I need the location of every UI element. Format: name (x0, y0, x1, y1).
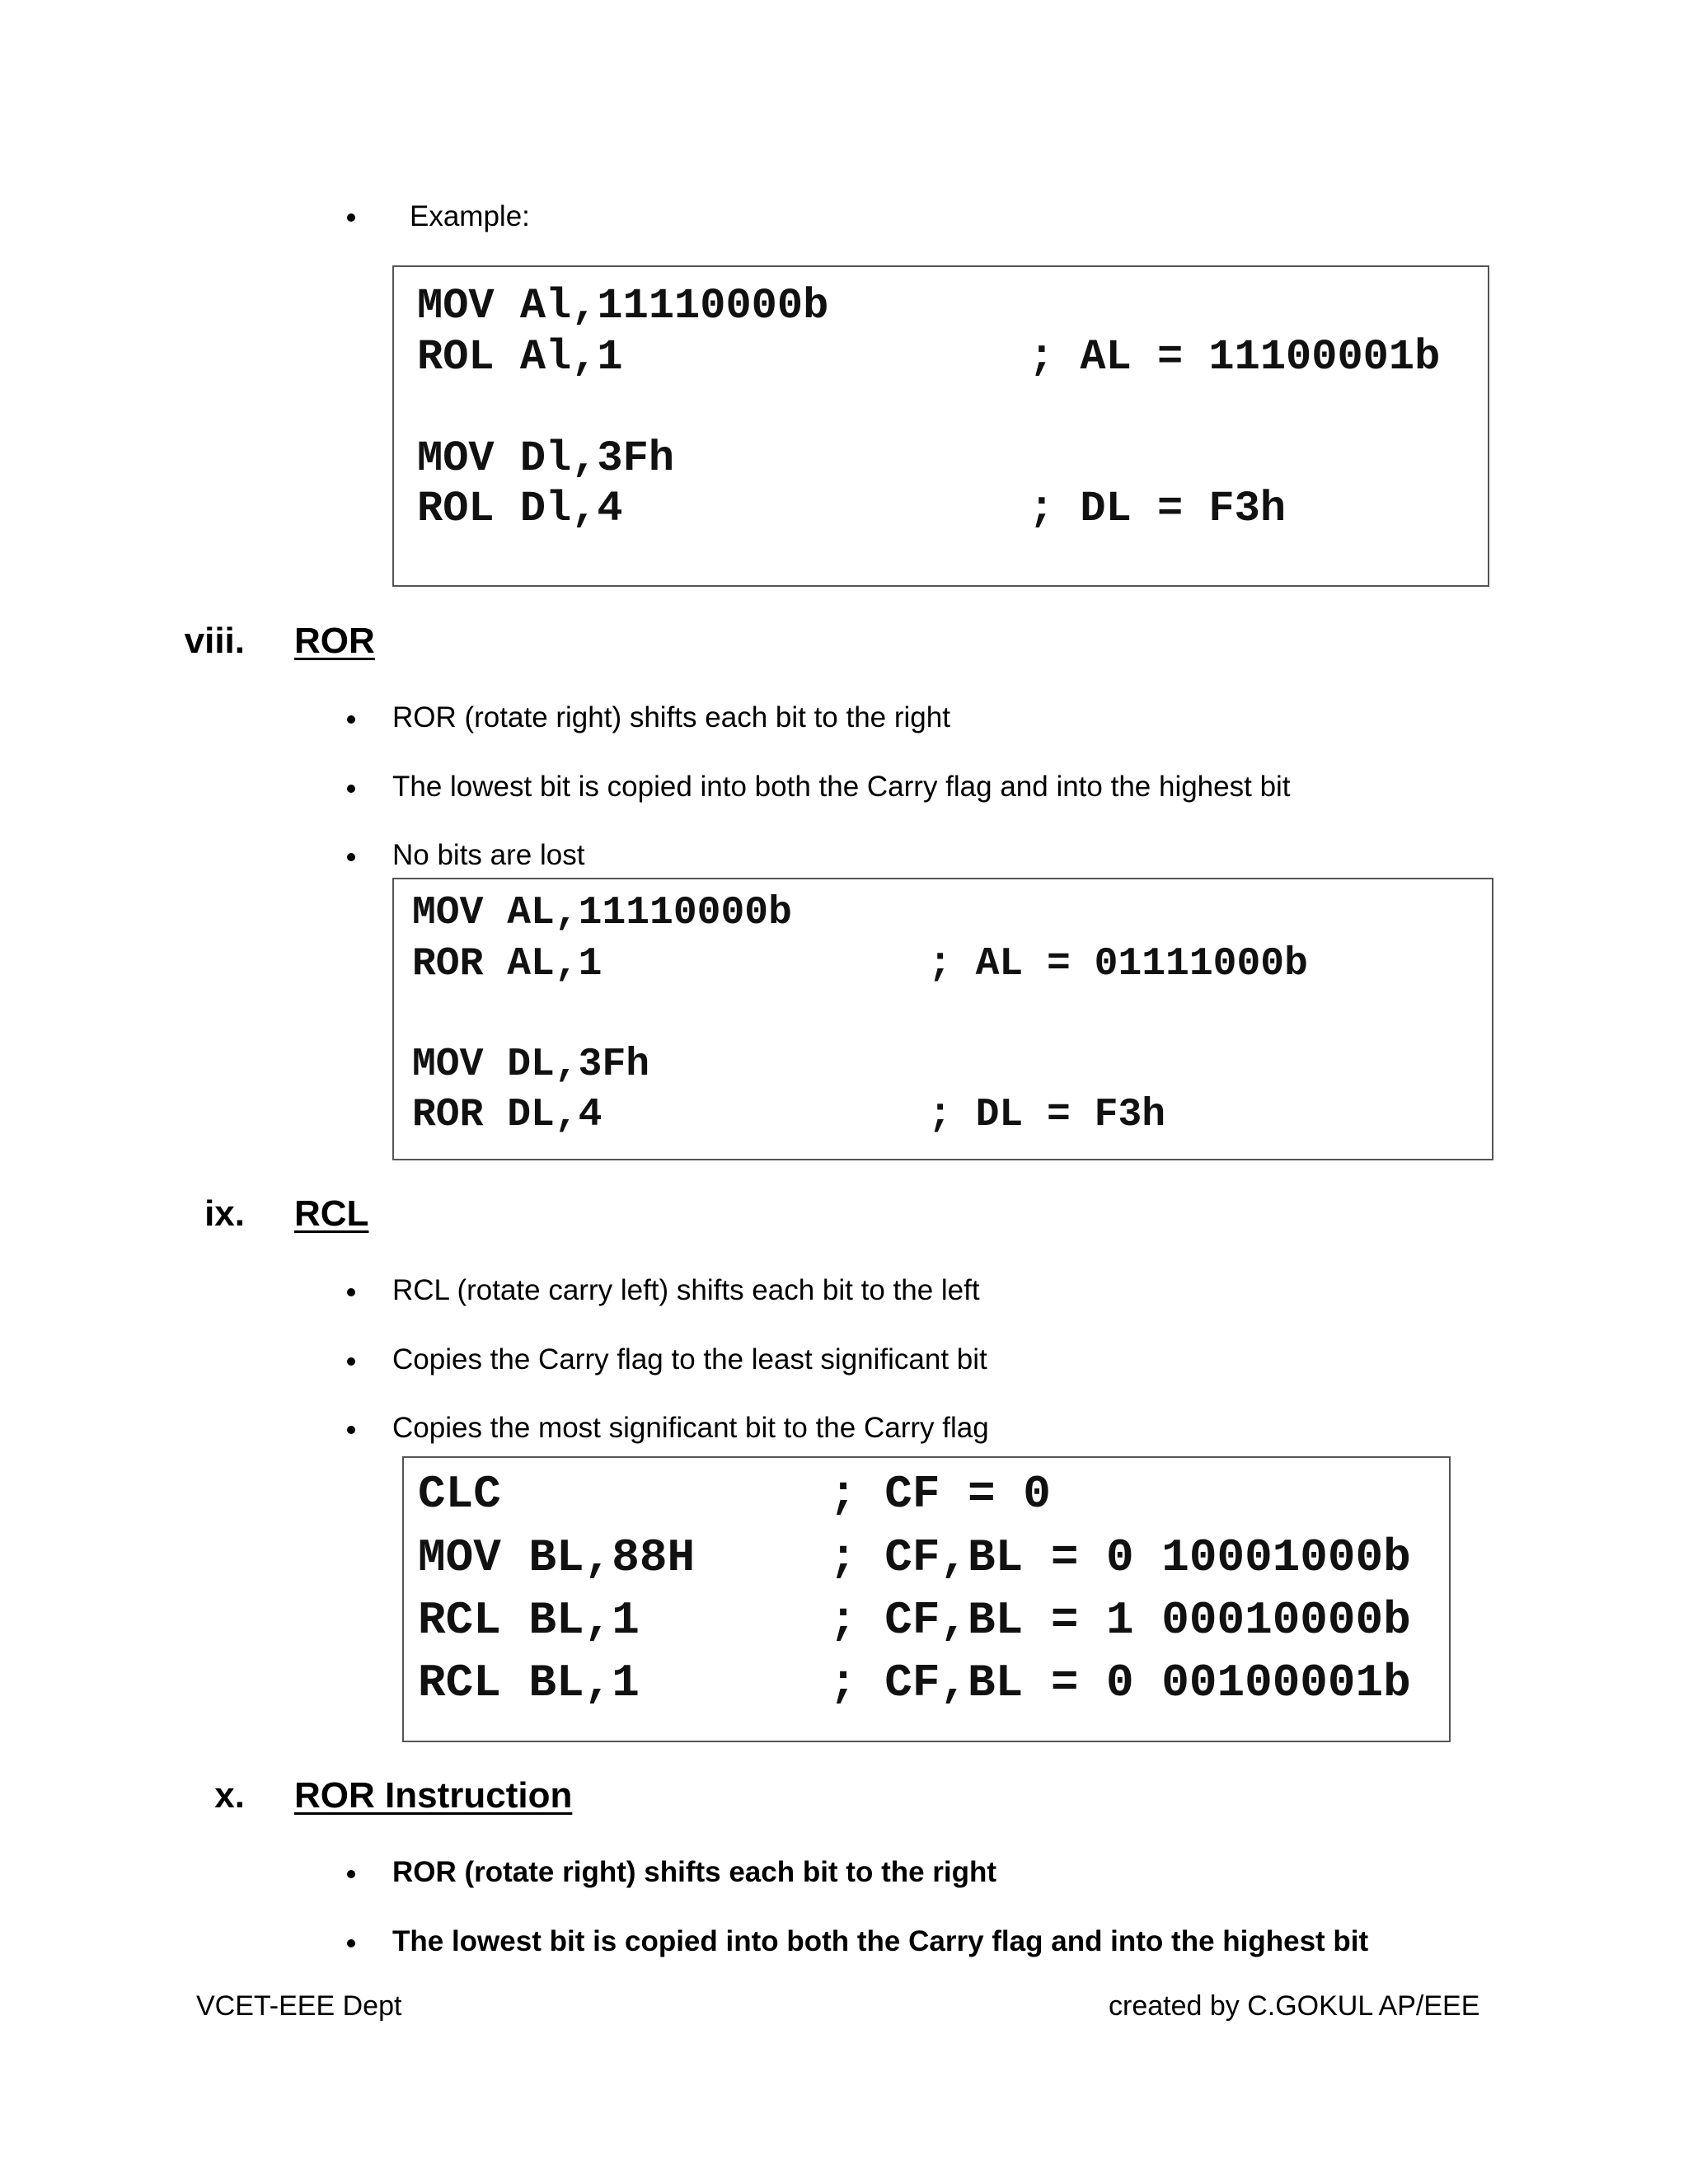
code-comment: ; AL = 11100001b (1029, 333, 1441, 382)
code-line: MOV Dl,3Fh (417, 434, 675, 483)
code-line: RCL BL,1 (418, 1657, 640, 1709)
section-number: x. (214, 1775, 245, 1816)
code-comment: ; AL = 01111000b (928, 942, 1308, 987)
code-line: ROL Al,1 (417, 333, 623, 382)
code-block-rcl (402, 1456, 1451, 1742)
code-comment: ; CF = 0 (829, 1468, 1051, 1521)
code-line: ROL Dl,4 (417, 485, 623, 533)
section-title: ROR Instruction (294, 1775, 573, 1816)
code-comment: ; CF,BL = 0 10001000b (829, 1531, 1411, 1584)
code-line: MOV DL,3Fh (412, 1043, 650, 1087)
section-number: viii. (184, 621, 245, 661)
bullet-text: Copies the most significant bit to the Carry flag (392, 1412, 989, 1444)
bullet-text: ROR (rotate right) shifts each bit to the right (392, 701, 950, 733)
bullet-text: Copies the Carry flag to the least significant bit (392, 1343, 987, 1376)
code-line: RCL BL,1 (418, 1594, 640, 1647)
section-title: RCL (294, 1193, 369, 1234)
footer-left: VCET-EEE Dept (196, 1990, 402, 2022)
bullet-dot (347, 213, 355, 222)
bullet-dot (347, 1870, 355, 1878)
bullet-dot (347, 1357, 355, 1366)
code-line: CLC (418, 1468, 501, 1521)
bullet-dot (347, 785, 355, 793)
section-number: ix. (204, 1193, 245, 1234)
code-block-ror (392, 878, 1493, 1160)
code-line: ROR DL,4 (412, 1093, 603, 1137)
code-comment: ; DL = F3h (928, 1093, 1166, 1137)
code-line: MOV AL,11110000b (412, 891, 792, 935)
code-line: ROR AL,1 (412, 942, 603, 987)
code-comment: ; CF,BL = 0 00100001b (829, 1657, 1411, 1709)
bullet-dot (347, 1426, 355, 1434)
code-line: MOV BL,88H (418, 1531, 696, 1584)
bullet-text: RCL (rotate carry left) shifts each bit to the left (392, 1274, 980, 1306)
bullet-text: The lowest bit is copied into both the Carry flag and into the highest bit (392, 1925, 1369, 1957)
bullet-text: No bits are lost (392, 839, 585, 871)
section-title: ROR (294, 621, 375, 661)
code-line: MOV Al,11110000b (417, 282, 829, 330)
footer-right: created by C.GOKUL AP/EEE (1109, 1990, 1480, 2022)
bullet-dot (347, 715, 355, 724)
code-block-rol-example (392, 265, 1489, 587)
code-comment: ; CF,BL = 1 00010000b (829, 1594, 1411, 1647)
code-comment: ; DL = F3h (1029, 485, 1287, 533)
bullet-text: The lowest bit is copied into both the Carry flag and into the highest bit (392, 771, 1291, 803)
bullet-text: ROR (rotate right) shifts each bit to the right (392, 1856, 997, 1888)
bullet-dot (347, 1288, 355, 1296)
bullet-dot (347, 853, 355, 861)
bullet-dot (347, 1939, 355, 1947)
example-label: Example: (410, 200, 530, 232)
